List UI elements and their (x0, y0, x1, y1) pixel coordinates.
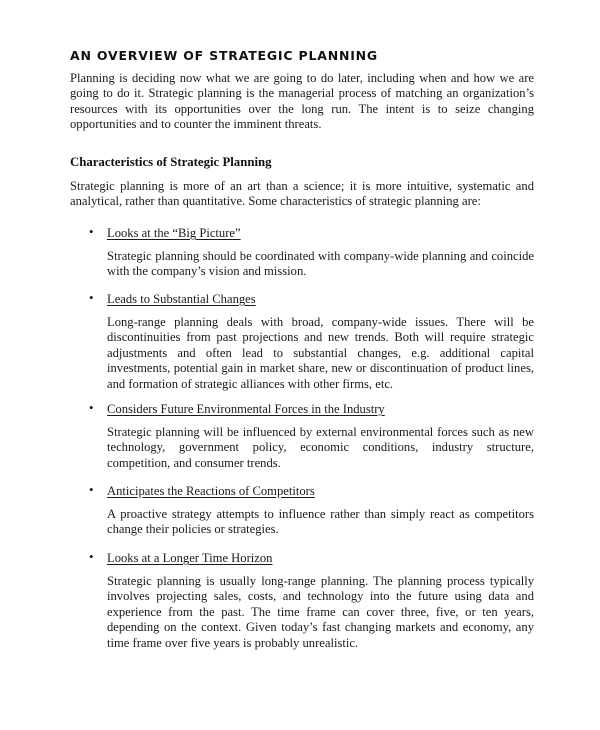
item-body-substantial-changes: Long-range planning deals with broad, company-wide issues. There will be discontinuities from past projections and new trends. Both will require strategic adjustments and often lead to substantial changes, e.g. additional capital investments, potential gain in market share, new or discontinuation of product lines, and formation of strategic alliances with other firms, etc. (107, 315, 534, 391)
section-heading: Characteristics of Strategic Planning (70, 155, 272, 169)
document-title: AN OVERVIEW OF STRATEGIC PLANNING (70, 48, 378, 63)
item-title-competitor-reactions: Anticipates the Reactions of Competitors (107, 484, 315, 498)
item-title-longer-time-horizon: Looks at a Longer Time Horizon (107, 551, 273, 565)
item-title-big-picture: Looks at the “Big Picture” (107, 226, 241, 240)
item-title-substantial-changes: Leads to Substantial Changes (107, 292, 256, 306)
bullet-icon: • (89, 400, 94, 415)
bullet-icon: • (89, 482, 94, 497)
bullet-icon: • (89, 549, 94, 564)
item-body-longer-time-horizon: Strategic planning is usually long-range planning. The planning process typically involves projecting sales, costs, and technology into the future using data and experience from the past. The time frame can cover three, five, or ten years, depending on the context. Given today’s fast changing markets and economy, any time frame over five years is probably unrealistic. (107, 574, 534, 650)
item-body-environmental-forces: Strategic planning will be influenced by external environmental forces such as new technology, government policy, economic conditions, industry structure, competition, and consumer trends. (107, 425, 534, 470)
item-body-big-picture: Strategic planning should be coordinated with company-wide planning and coincide with the company’s vision and mission. (107, 249, 534, 279)
item-body-competitor-reactions: A proactive strategy attempts to influence rather than simply react as competitors change their policies or strategies. (107, 507, 534, 537)
bullet-icon: • (89, 224, 94, 239)
section-intro-paragraph: Strategic planning is more of an art than a science; it is more intuitive, systematic and analytical, rather than quantitative. Some characteristics of strategic planning are: (70, 179, 534, 209)
intro-paragraph: Planning is deciding now what we are going to do later, including when and how we are going to do it. Strategic planning is the managerial process of matching an organization’s resources with its opportunities over the long run. The intent is to seize changing opportunities and to counter the imminent threats. (70, 71, 534, 132)
bullet-icon: • (89, 290, 94, 305)
item-title-environmental-forces: Considers Future Environmental Forces in the Industry (107, 402, 385, 416)
